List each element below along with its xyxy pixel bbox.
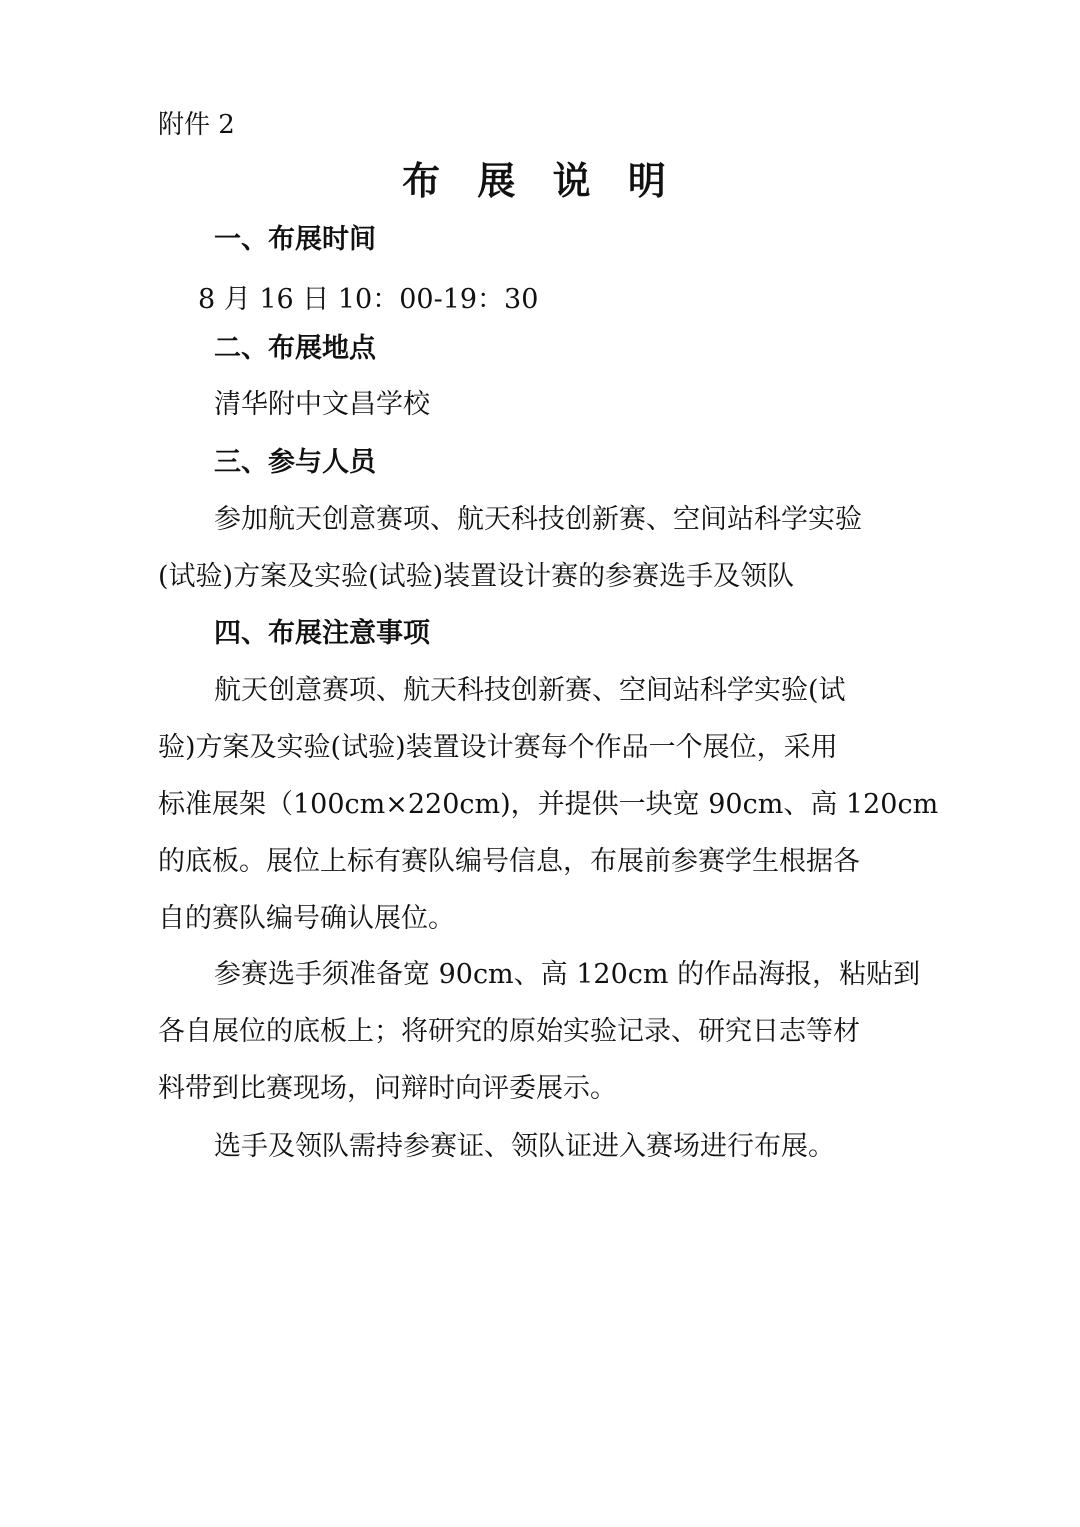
exhibition-time: 8 月 16 日 10：00-19：30 [198, 284, 539, 315]
notes-paragraph-1-line-1: 航天创意赛项、航天科技创新赛、空间站科学实验(试 [214, 675, 846, 706]
section-heading-participants: 三、参与人员 [214, 447, 376, 478]
notes-paragraph-2-line-3: 料带到比赛现场，问辩时向评委展示。 [158, 1073, 617, 1104]
notes-paragraph-1-line-5: 自的赛队编号确认展位。 [158, 903, 455, 934]
notes-paragraph-3-line-1: 选手及领队需持参赛证、领队证进入赛场进行布展。 [214, 1131, 835, 1162]
participants-line-1: 参加航天创意赛项、航天科技创新赛、空间站科学实验 [214, 504, 862, 535]
section-heading-location: 二、布展地点 [214, 333, 376, 364]
document-title: 布 展 说 明 [402, 159, 678, 203]
participants-line-2: (试验)方案及实验(试验)装置设计赛的参赛选手及领队 [158, 561, 795, 592]
attachment-label: 附件 2 [158, 110, 235, 140]
section-heading-notes: 四、布展注意事项 [214, 618, 430, 649]
exhibition-location: 清华附中文昌学校 [214, 389, 430, 420]
notes-paragraph-2-line-1: 参赛选手须准备宽 90cm、高 120cm 的作品海报，粘贴到 [214, 959, 921, 990]
notes-paragraph-2-line-2: 各自展位的底板上；将研究的原始实验记录、研究日志等材 [158, 1016, 860, 1047]
notes-paragraph-1-line-3: 标准展架（100cm×220cm)，并提供一块宽 90cm、高 120cm [158, 789, 939, 820]
section-heading-time: 一、布展时间 [214, 224, 376, 255]
notes-paragraph-1-line-2: 验)方案及实验(试验)装置设计赛每个作品一个展位，采用 [158, 732, 838, 763]
notes-paragraph-1-line-4: 的底板。展位上标有赛队编号信息，布展前参赛学生根据各 [158, 846, 860, 877]
